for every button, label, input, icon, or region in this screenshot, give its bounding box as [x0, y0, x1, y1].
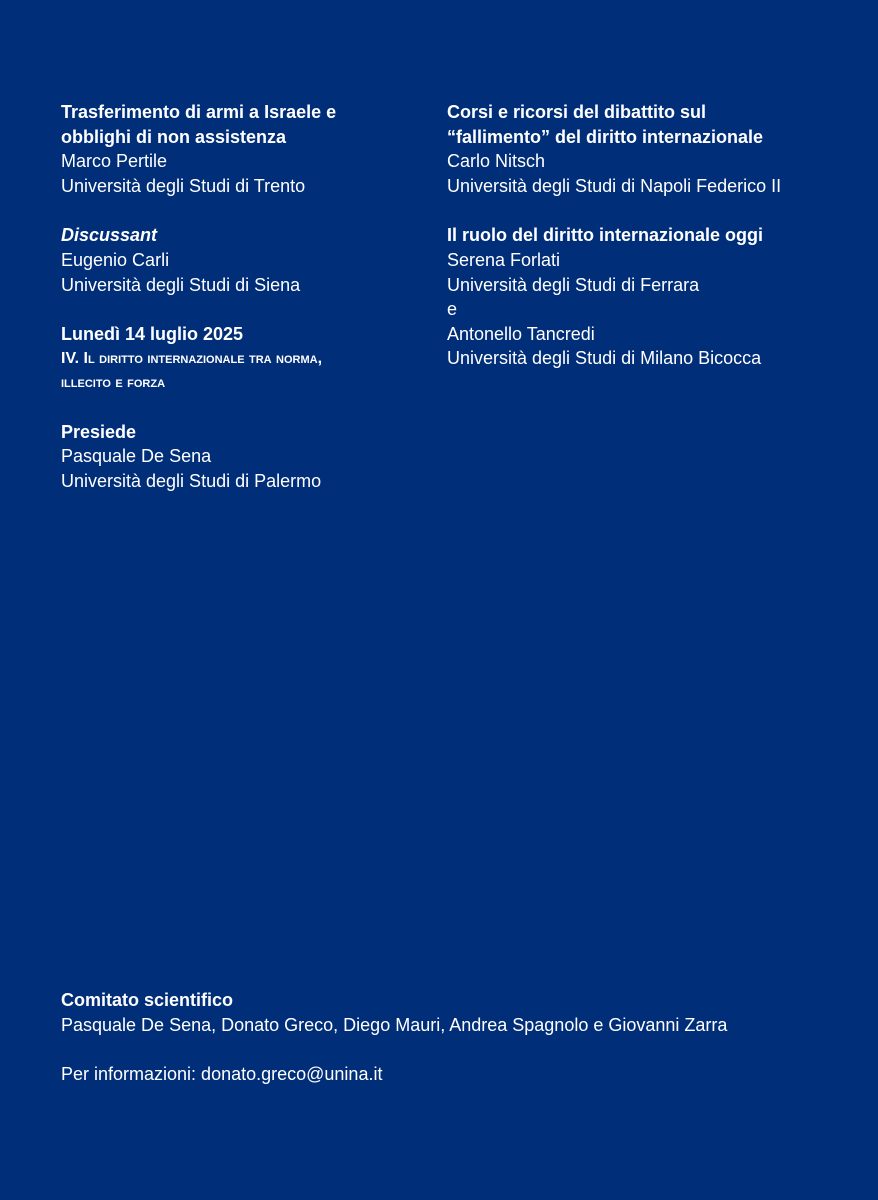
talk-title-line1: Trasferimento di armi a Israele e — [61, 102, 337, 122]
right-column — [447, 100, 867, 396]
committee-label: Comitato scientifico — [61, 990, 234, 1010]
speaker-name: Carlo Nitsch — [447, 151, 546, 172]
talk-title-line2: obblighi di non assistenza — [61, 126, 287, 147]
speaker-affiliation: Università degli Studi di Trento — [61, 175, 306, 196]
session-title-line1: IV. Il diritto internazionale tra norma, — [61, 349, 323, 367]
session-block — [61, 322, 431, 395]
session-date: Lunedì 14 luglio 2025 — [61, 324, 244, 345]
speaker-affiliation: Università degli Studi di Ferrara — [447, 274, 700, 295]
left-column — [61, 100, 431, 519]
speaker-name: Marco Pertile — [61, 151, 168, 172]
talk-title-line1: Corsi e ricorsi del dibattito sul — [447, 102, 707, 122]
talk-title: Il ruolo del diritto internazionale oggi — [447, 225, 764, 246]
chair-affiliation: Università degli Studi di Palermo — [61, 470, 322, 491]
footer-spacer — [61, 1037, 861, 1062]
talk-title-line2: “fallimento” del diritto internazionale — [447, 126, 764, 147]
chair-block — [61, 420, 431, 494]
footer — [61, 988, 861, 1087]
committee-members: Pasquale De Sena, Donato Greco, Diego Mauri, Andrea Spagnolo e Giovanni Zarra — [61, 1014, 728, 1035]
chair-label: Presiede — [61, 421, 137, 442]
speaker-name: Antonello Tancredi — [447, 323, 595, 344]
speaker-conjunction: e — [447, 299, 458, 320]
discussant-label: Discussant — [61, 225, 158, 246]
talk-failure-debate — [447, 100, 867, 198]
discussant-block — [61, 223, 431, 297]
speaker-affiliation: Università degli Studi di Milano Bicocca — [447, 348, 762, 369]
discussant-name: Eugenio Carli — [61, 249, 170, 270]
talk-role-of-law — [447, 223, 867, 371]
session-title-line2: illecito e forza — [61, 373, 166, 391]
speaker-name: Serena Forlati — [447, 249, 561, 270]
talk-weapons-transfer — [61, 100, 431, 198]
chair-name: Pasquale De Sena — [61, 446, 212, 467]
speaker-affiliation: Università degli Studi di Napoli Federico II — [447, 175, 782, 196]
discussant-affiliation: Università degli Studi di Siena — [61, 274, 301, 295]
contact-info: Per informazioni: donato.greco@unina.it — [61, 1064, 383, 1085]
